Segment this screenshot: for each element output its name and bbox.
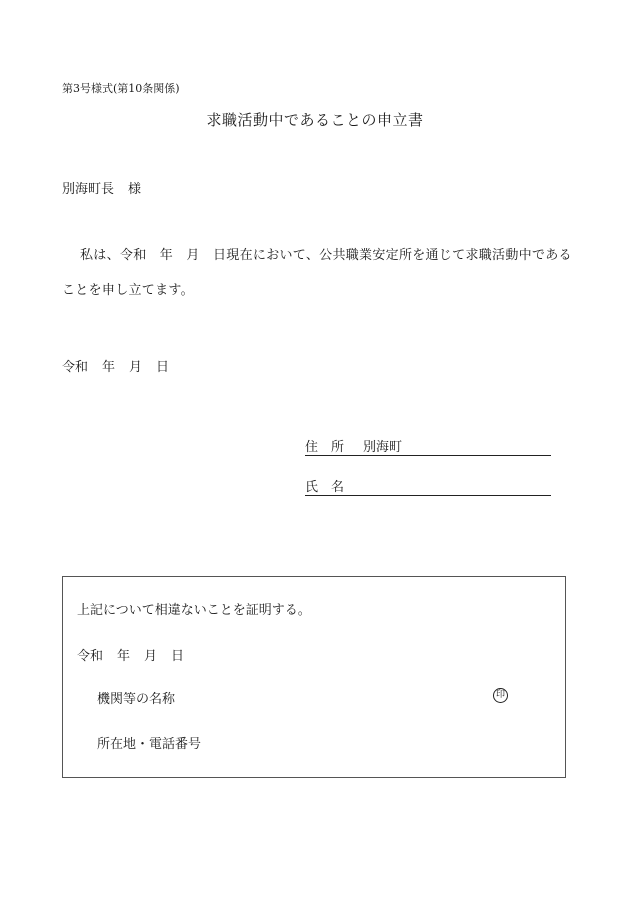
- certification-date: [77, 645, 198, 664]
- certification-box: [62, 576, 566, 778]
- addressee-name: 別海町長: [62, 182, 115, 197]
- date-month: 月: [129, 360, 143, 375]
- cert-date-era: 令和: [77, 649, 104, 664]
- form-number: 第3号様式(第10条関係): [62, 82, 180, 95]
- addressee-honorific: 様: [128, 182, 142, 197]
- address-label: 住 所: [305, 440, 345, 455]
- body-text-line-2: ことを申し立てます。: [62, 283, 194, 298]
- location-phone-label: 所在地・電話番号: [97, 737, 202, 752]
- application-date: [62, 356, 183, 375]
- certification-statement: 上記について相違ないことを証明する。: [77, 603, 311, 618]
- name-label: 氏 名: [305, 480, 345, 495]
- cert-date-month: 月: [144, 649, 158, 664]
- date-day: 日: [156, 360, 170, 375]
- address-value: 別海町: [363, 440, 403, 455]
- seal-mark-icon: 印: [493, 688, 508, 703]
- cert-date-year: 年: [117, 649, 131, 664]
- organization-name-label: 機関等の名称: [97, 692, 176, 707]
- address-field[interactable]: [305, 436, 551, 456]
- body-text-line-1: 私は、令和 年 月 日現在において、公共職業安定所を通じて求職活動中である: [80, 248, 572, 263]
- date-year: 年: [102, 360, 116, 375]
- addressee: [62, 178, 141, 197]
- date-era: 令和: [62, 360, 89, 375]
- cert-date-day: 日: [171, 649, 185, 664]
- name-field[interactable]: [305, 476, 551, 496]
- document-title: 求職活動中であることの申立書: [206, 111, 424, 129]
